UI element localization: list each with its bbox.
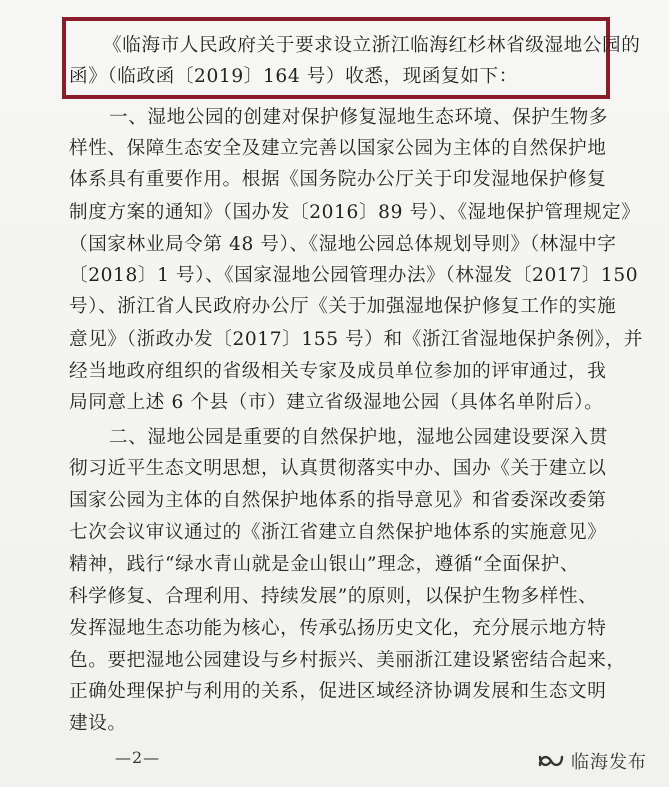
text-line: 二、湿地公园是重要的自然保护地，湿地公园建设要深入贯 [109, 427, 609, 448]
text-line: 国家公园为主体的自然保护地体系的指导意见》和省委深改委第 [69, 490, 607, 511]
text-line: 《临海市人民政府关于要求设立浙江临海红杉林省级湿地公园的 [103, 35, 641, 56]
text-line: 科学修复、合理利用、持续发展”的原则，以保护生物多样性、 [69, 586, 598, 607]
text-line: 发挥湿地生态功能为核心，传承弘扬历史文化，充分展示地方特 [69, 618, 607, 639]
wechat-channel-icon [537, 749, 565, 773]
text-line: 局同意上述 6 个县（市）建立省级湿地公园（具体名单附后）。 [69, 392, 604, 413]
text-line: 样性、保障生态安全及建立完善以国家公园为主体的自然保护地 [69, 138, 607, 159]
text-line: 制度方案的通知》（国办发〔2016〕89 号）、《湿地保护管理规定》 [69, 202, 641, 223]
text-line: 七次会议审议通过的《浙江省建立自然保护地体系的实施意见》 [69, 522, 607, 543]
text-line: （国家林业局令第 48 号）、《湿地公园总体规划导则》（林湿中字 [69, 234, 617, 255]
text-line: 正确处理保护与利用的关系，促进区域经济协调发展和生态文明 [69, 681, 607, 702]
text-line: 经当地政府组织的省级相关专家及成员单位参加的评审通过，我 [69, 361, 607, 382]
text-line: 号）、浙江省人民政府办公厅《关于加强湿地保护修复工作的实施 [69, 296, 617, 317]
text-line: 建设。 [69, 713, 127, 734]
text-line: 彻习近平生态文明思想，认真贯彻落实中办、国办《关于建立以 [69, 458, 607, 479]
page-number: —2— [115, 748, 161, 767]
text-line: 精神，践行“绿水青山就是金山银山”理念，遵循“全面保护、 [69, 554, 580, 575]
text-line: 函》（临政函〔2019〕164 号）收悉，现函复如下： [69, 66, 518, 87]
watermark [537, 748, 647, 774]
text-line: 体系具有重要作用。根据《国务院办公厅关于印发湿地保护修复 [69, 169, 607, 190]
text-line: 意见》（浙政办发〔2017〕155 号）和《浙江省湿地保护条例》，并 [69, 329, 643, 350]
text-line: 〔2018〕1 号）、《国家湿地公园管理办法》（林湿发〔2017〕150 [69, 265, 639, 286]
text-line: 一、湿地公园的创建对保护修复湿地生态环境、保护生物多 [109, 107, 609, 128]
text-line: 色。要把湿地公园建设与乡村振兴、美丽浙江建设紧密结合起来， [69, 650, 626, 671]
watermark-text: 临海发布 [571, 752, 647, 773]
